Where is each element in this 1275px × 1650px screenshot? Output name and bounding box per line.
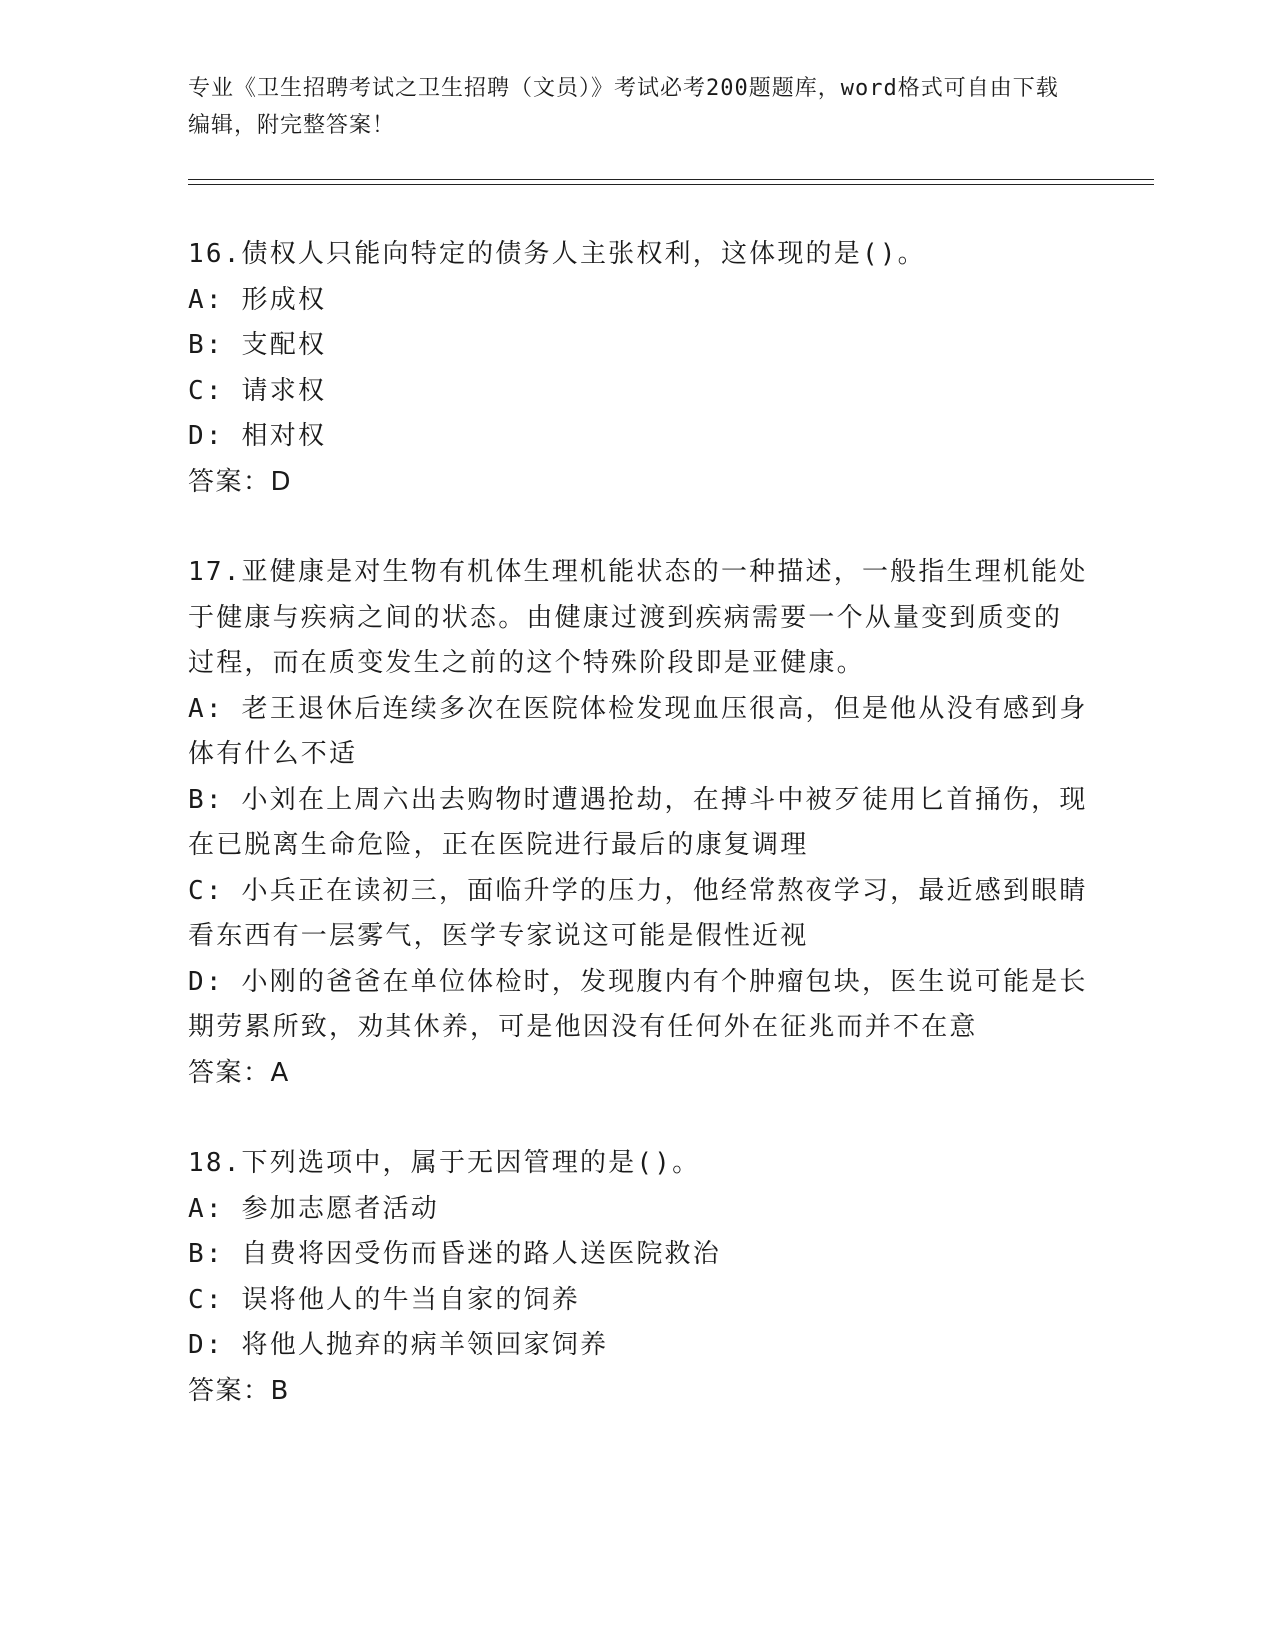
option-b: B: 支配权 [188,330,327,360]
option-b: B: 小刘在上周六出去购物时遭遇抢劫，在搏斗中被歹徒用匕首捅伤，现在已脱离生命危险，正在医院进行最后的康复调理 [188,784,1088,860]
option-a: A: 形成权 [188,284,327,315]
option-c: C: 小兵正在读初三，面临升学的压力，他经常熬夜学习，最近感到眼睛看东西有一层雾气，医学专家说这可能是假性近视 [188,875,1088,951]
question-stem: 16.债权人只能向特定的债务人主张权利，这体现的是()。 [188,239,926,269]
question-stem: 18.下列选项中，属于无因管理的是()。 [188,1148,701,1178]
option-d: D: 将他人抛弃的病羊领回家饲养 [188,1330,609,1360]
option-d: D: 相对权 [188,421,327,451]
option-b: B: 自费将因受伤而昏迷的路人送医院救治 [188,1239,721,1269]
header-divider-top [188,179,1154,180]
option-a: A: 参加志愿者活动 [188,1193,439,1224]
answer-label: 答案：A [188,1057,290,1088]
document-header: 专业《卫生招聘考试之卫生招聘（文员）》考试必考200题题库，word格式可自由下载编辑，附完整答案！ [188,76,1059,138]
question-18 [188,1141,1088,1414]
option-c: C: 误将他人的牛当自家的饲养 [188,1284,580,1315]
option-d: D: 小刚的爸爸在单位体检时，发现腹内有个肿瘤包块，医生说可能是长期劳累所致，劝其休养，可是他因没有任何外在征兆而并不在意 [188,966,1088,1042]
header-divider-bottom [188,184,1154,185]
answer-label: 答案：B [188,1375,290,1406]
question-17 [188,550,1088,1096]
question-stem: 17.亚健康是对生物有机体生理机能状态的一种描述，一般指生理机能处于健康与疾病之间的状态。由健康过渡到疾病需要一个从量变到质变的过程，而在质变发生之前的这个特殊阶段即是亚健康。 [188,557,1088,678]
option-c: C: 请求权 [188,375,327,406]
question-list [188,232,1088,1459]
answer-label: 答案：D [188,466,293,497]
question-16 [188,232,1088,505]
option-a: A: 老王退休后连续多次在医院体检发现血压很高，但是他从没有感到身体有什么不适 [188,693,1088,769]
